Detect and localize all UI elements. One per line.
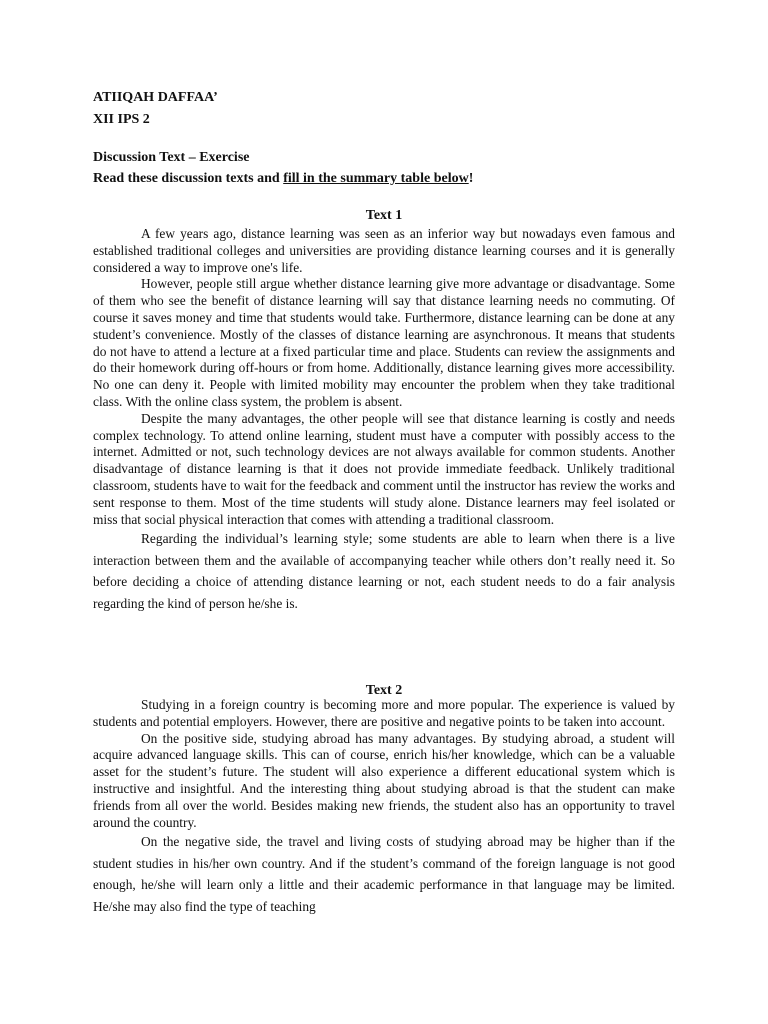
instruction-text-start: Read these discussion texts and (93, 171, 284, 186)
text1-paragraph-4: Regarding the individual’s learning style; some students are able to learn when there is a live interaction between them and the available of accompanying teacher while others don’t really need it. So before deciding a choice of attending distance learning or not, each student needs to do a fair analysis regarding the kind of person he/she is. (93, 531, 675, 611)
text1-title: Text 1 (365, 208, 403, 223)
text1-paragraph-3: Despite the many advantages, the other people will see that distance learning is costly and needs complex technology. To attend online learning, student must have a computer with possibly access to the internet. Admitted or not, such technology devices are not always available for common students. Another disadvantage of distance learning is that it does not provide immediate feedback. Unlikely traditional classroom, students have to wait for the feedback and comment until the instructor has review the works and sent response to them. Most of the time students will study alone. Distance learners may feel isolated or miss that social physical interaction that comes with attending a traditional classroom. (93, 410, 675, 527)
student-class: XII IPS 2 (93, 112, 150, 127)
exercise-title: Discussion Text – Exercise (93, 150, 250, 165)
text2-paragraph-2: On the positive side, studying abroad has many advantages. By studying abroad, a student will acquire advanced language skills. This can of course, enrich his/her knowledge, which can be a valuable asset for the student’s future. The student will also experience a different educational system which is instructive and insightful. And the interesting thing about studying abroad is that the student can make friends from all over the world. Besides making new friends, the student also has an opportunity to travel around the country. (93, 730, 675, 830)
text1-paragraph-2: However, people still argue whether distance learning give more advantage or disadvantage. Some of them who see the benefit of distance learning will say that distance learning needs no commuting. Of course it saves money and time that students would take. Furthermore, distance learning can be done at any student’s convenience. Mostly of the classes of distance learning are asynchronous. It means that students do not have to attend a lecture at a fixed particular time and place. Students can review the assignments and do their homework during off-hours or from home. Additionally, distance learning gives more accessibility. No one can deny it. People with limited mobility may encounter the problem when they take traditional class. With the online class system, the problem is absent. (93, 276, 675, 409)
text1-body (93, 226, 675, 614)
exercise-instruction (93, 169, 473, 189)
text2-paragraph-3: On the negative side, the travel and living costs of studying abroad may be higher than if the student studies in his/her own country. And if the student’s command of the foreign language is not good enough, he/she will learn only a little and their academic performance in that language may be limited. He/she may also find the type of teaching (93, 834, 675, 914)
text2-body (93, 697, 675, 917)
student-name: ATIIQAH DAFFAA’ (93, 90, 218, 105)
instruction-underlined: fill in the summary table below (283, 171, 469, 186)
text1-paragraph-1: A few years ago, distance learning was seen as an inferior way but nowadays even famous and established traditional colleges and universities are providing distance learning courses and it is generally considered a way to improve one's life. (93, 226, 675, 275)
text2-paragraph-1: Studying in a foreign country is becoming more and more popular. The experience is valued by students and potential employers. However, there are positive and negative points to be taken into account. (93, 697, 675, 729)
text2-title: Text 2 (365, 683, 403, 698)
instruction-text-end: ! (468, 171, 474, 186)
